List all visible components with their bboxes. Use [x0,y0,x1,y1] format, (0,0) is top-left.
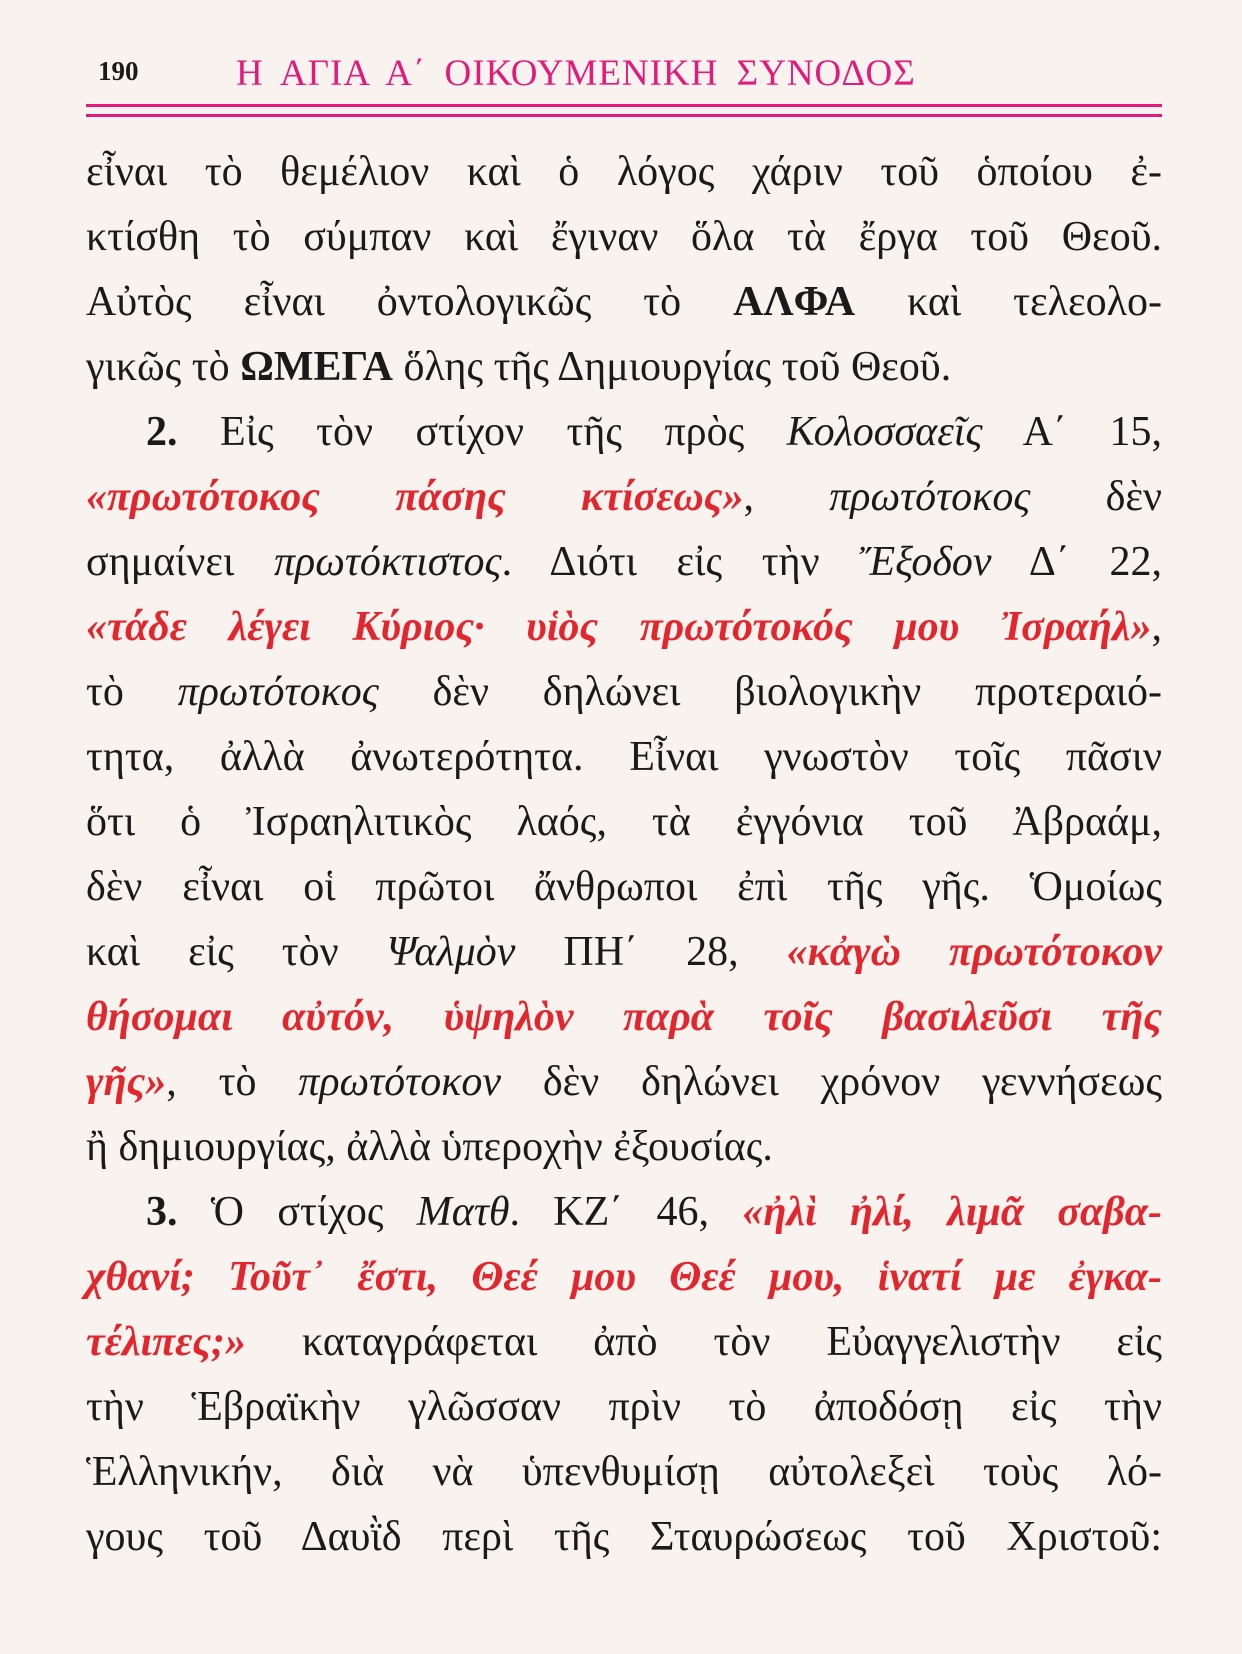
text-line: σημαίνει πρωτόκτιστος. Διότι εἰς τὴν Ἔξοδον Δ΄ 22, [86,539,1163,585]
text-line: τὴν Ἑβραϊκὴν γλῶσσαν πρὶν τὸ ἀποδόσῃ εἰς τὴν [86,1384,1162,1430]
text-line: ὅτι ὁ Ἰσραηλιτικὸς λαός, τὰ ἐγγόνια τοῦ Ἀβραάμ, [86,799,1162,845]
text-line: Ἑλληνικήν, διὰ νὰ ὑπενθυμίσῃ αὐτολεξεὶ τοὺς λό- [86,1449,1162,1495]
paragraph-3-start: 3. Ὁ στίχος Ματθ. ΚΖ΄ 46, «ἠλὶ ἠλί, λιμᾶ σαβα- [146,1189,1162,1235]
scripture-quote: «ἠλὶ ἠλί, λιμᾶ σαβα- [742,1189,1162,1235]
text-line: δὲν εἶναι οἱ πρῶτοι ἄνθρωποι ἐπὶ τῆς γῆς. Ὁμοίως [86,864,1162,910]
text-line: «πρωτότοκος πάσης κτίσεως», πρωτότοκος δὲν [86,474,1162,520]
text-line: κτίσθη τὸ σύμπαν καὶ ἔγιναν ὅλα τὰ ἔργα τοῦ Θεοῦ. [86,214,1162,260]
running-header [86,52,1160,102]
scripture-quote: τέλιπες;» [86,1319,247,1365]
text-line: γικῶς τὸ ΩΜΕΓΑ ὅλης τῆς Δημιουργίας τοῦ Θεοῦ. [86,344,952,390]
text-line [86,1245,1162,1310]
omega-bold: ΩΜΕΓΑ [240,344,393,390]
text-line: γους τοῦ Δαυῒδ περὶ τῆς Σταυρώσεως τοῦ Χριστοῦ: [86,1514,1162,1560]
running-title: Η ΑΓΙΑ Α΄ ΟΙΚΟΥΜΕΝΙΚΗ ΣΥΝΟΔΟΣ [236,53,916,94]
text-line: ἢ δημιουργίας, ἀλλὰ ὑπεροχὴν ἐξουσίας. [86,1124,773,1170]
scripture-quote: «κἀγὼ πρωτότοκον [786,929,1162,975]
body-text [86,140,1162,1570]
text-line: τὸ πρωτότοκος δὲν δηλώνει βιολογικὴν προτεραιό- [86,669,1162,715]
text-line [86,985,1162,1050]
page-number: 190 [98,56,139,86]
text-line: Αὐτὸς εἶναι ὀντολογικῶς τὸ ΑΛΦΑ καὶ τελεολο- [86,279,1163,325]
scripture-quote: γῆς» [86,1059,167,1105]
text-line: γῆς», τὸ πρωτότοκον δὲν δηλώνει χρόνον γεννήσεως [86,1059,1162,1105]
header-rule-top [86,104,1162,107]
scripture-quote: χθανί; Τοῦτ᾽ ἔστι, Θεέ μου Θεέ μου, ἱνατί με ἐγκα- [86,1254,1162,1300]
text-line: τητα, ἀλλὰ ἀνωτερότητα. Εἶναι γνωστὸν τοῖς πᾶσιν [86,734,1162,780]
alpha-bold: ΑΛΦΑ [733,279,856,325]
text-line: «τάδε λέγει Κύριος· υἱὸς πρωτότοκός μου Ἰσραήλ», [86,604,1162,650]
scripture-quote: «τάδε λέγει Κύριος· υἱὸς πρωτότοκός μου Ἰσραήλ» [86,604,1152,650]
text-line: εἶναι τὸ θεμέλιον καὶ ὁ λόγος χάριν τοῦ ὁποίου ἐ- [86,149,1162,195]
scripture-quote: «πρωτότοκος πάσης κτίσεως» [86,474,744,520]
paragraph-2-start: 2. Εἰς τὸν στίχον τῆς πρὸς Κολοσσαεῖς Α΄ 15, [146,409,1162,455]
paragraph-number: 3. [146,1189,178,1235]
header-rule-bottom [86,114,1162,117]
text-line: καὶ εἰς τὸν Ψαλμὸν ΠΗ΄ 28, «κἀγὼ πρωτότοκον [86,929,1162,975]
paragraph-number: 2. [146,409,178,455]
scripture-quote: θήσομαι αὐτόν, ὑψηλὸν παρὰ τοῖς βασιλεῦσι τῆς [86,994,1162,1040]
text-line: τέλιπες;» καταγράφεται ἀπὸ τὸν Εὐαγγελιστὴν εἰς [86,1319,1162,1365]
